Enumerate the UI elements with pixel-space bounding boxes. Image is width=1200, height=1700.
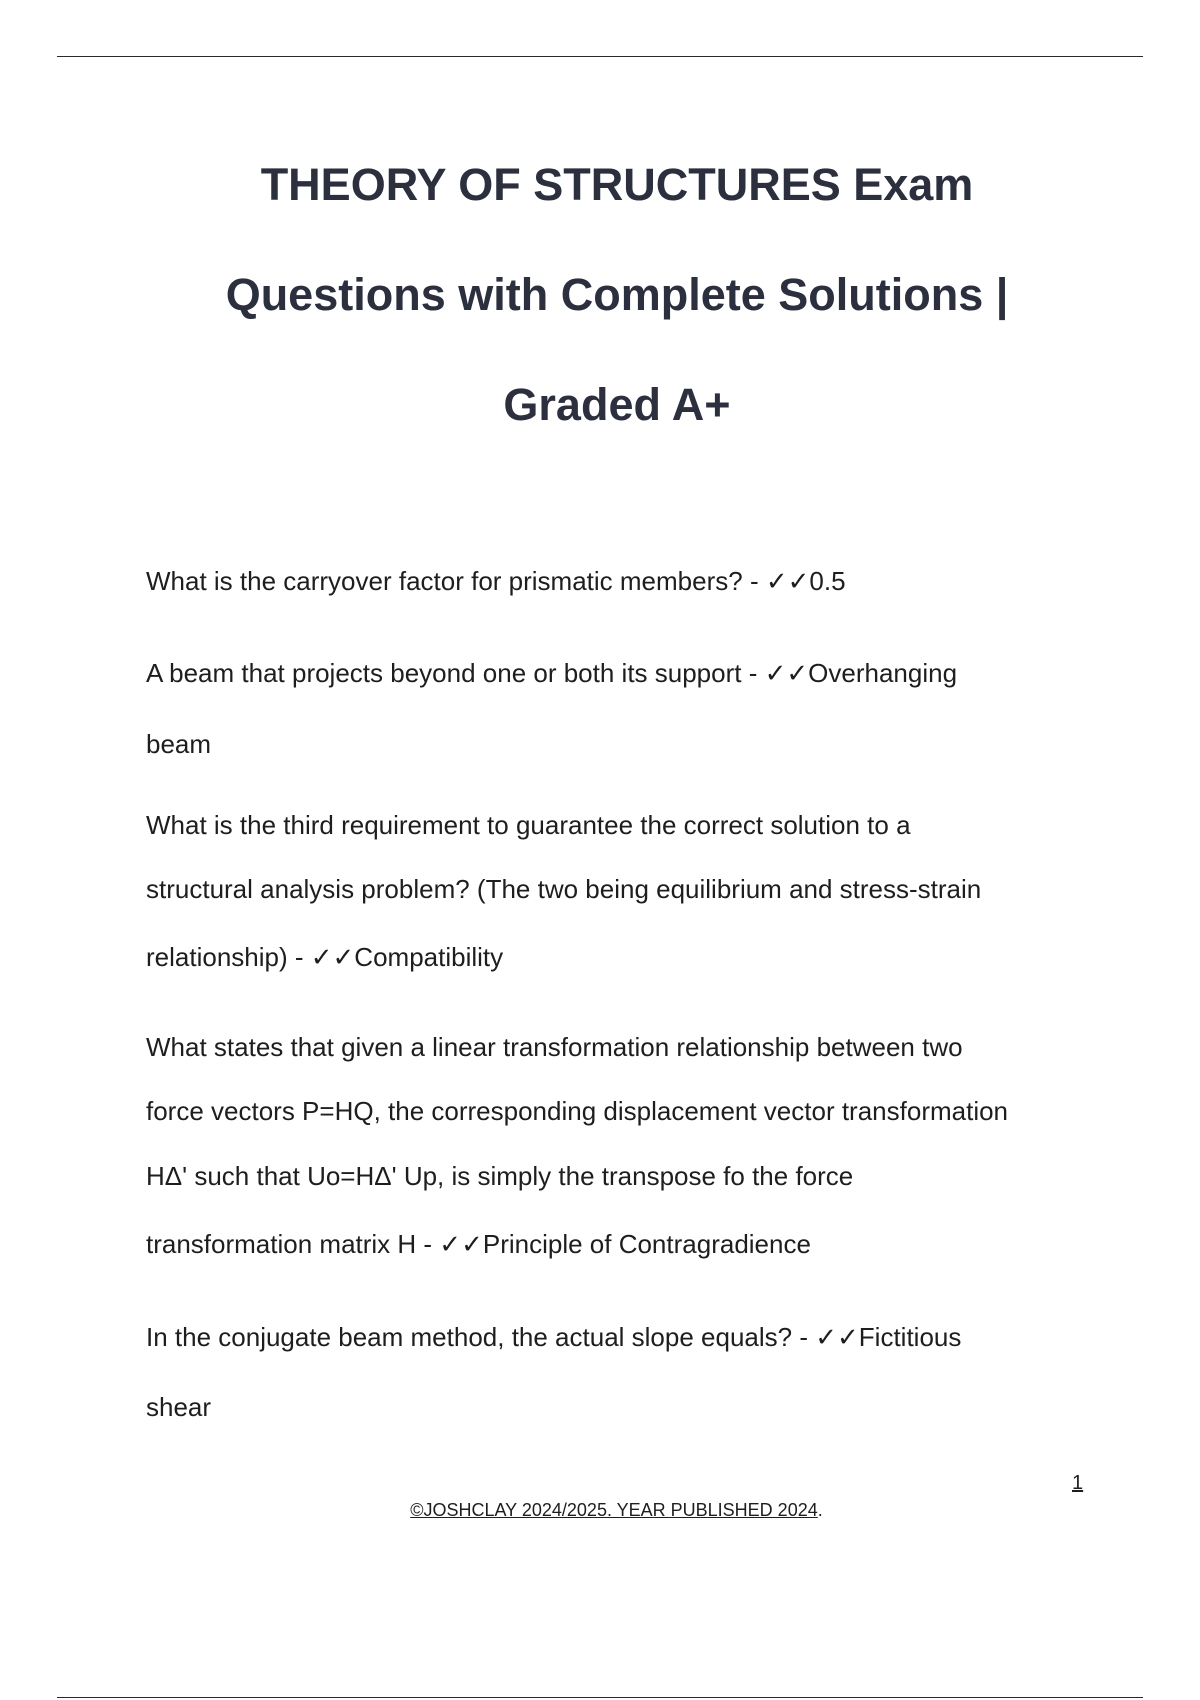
page-title [100, 130, 1134, 460]
qa-line: structural analysis problem? (The two being equilibrium and stress-strain [146, 874, 982, 904]
bottom-rule [57, 1697, 1143, 1698]
title-line-3: Graded A+ [503, 379, 731, 430]
qa-line: transformation matrix H - ✓✓Principle of Contragradience [146, 1229, 811, 1259]
qa-line: What is the carryover factor for prismatic members? - ✓✓0.5 [146, 566, 846, 596]
copyright-period: . [817, 1500, 823, 1520]
qa-line: HΔ' such that Uo=HΔ' Up, is simply the transpose fo the force [146, 1161, 854, 1191]
copyright-footer [0, 1500, 1200, 1521]
qa-line: relationship) - ✓✓Compatibility [146, 942, 504, 972]
qa-line: In the conjugate beam method, the actual slope equals? - ✓✓Fictitious [146, 1322, 962, 1352]
qa-line: beam [146, 729, 212, 759]
qa-line: A beam that projects beyond one or both its support - ✓✓Overhanging [146, 658, 958, 688]
qa-line: What is the third requirement to guarantee the correct solution to a [146, 810, 911, 840]
title-line-1: THEORY OF STRUCTURES Exam [260, 159, 974, 210]
qa-line: What states that given a linear transformation relationship between two [146, 1032, 963, 1062]
qa-line: force vectors P=HQ, the corresponding displacement vector transformation [146, 1096, 1009, 1126]
top-rule [57, 56, 1143, 57]
page-number: 1 [1072, 1472, 1084, 1494]
title-line-2: Questions with Complete Solutions | [225, 269, 1009, 320]
qa-line: shear [146, 1392, 212, 1422]
copyright-text: ©JOSHCLAY 2024/2025. YEAR PUBLISHED 2024 [410, 1500, 818, 1520]
